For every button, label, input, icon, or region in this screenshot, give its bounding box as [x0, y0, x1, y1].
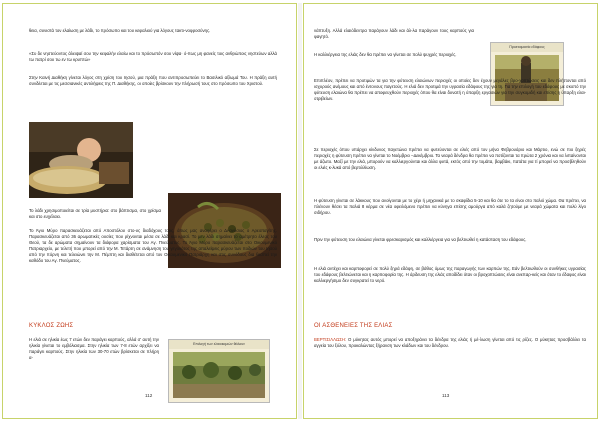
left-page-number: 112 [145, 393, 153, 398]
right-paragraph-7: Η ελιά αντέχει και καρποφορεί σε πολύ ξηρά εδάφη, σε βάθος όμως της παραγωγής των καρπών της. Εάν βελτιωθούν οι συνθήκες υγρασίας του εδάφους βελτιώνεται και η καρποφορία της. Η άρδευση της ελιάς αποδίδει όταν οι βροχοπτώσεις είναι ανεπαρ-κείς και όταν το έδαφος είναι καλλιεργήσιμο δεν συγκρατεί το νερό. [314, 266, 586, 284]
left-paragraph-4: Το λάδι χρησιμοποιείται σε τρία μυστήρια: στο βάπτισμα, στο χρίσμα και στο ευχέλαιο. [29, 208, 161, 220]
olive-grove-photo-caption: Επιλογή των ελαιοκομιών θάλουν [169, 340, 269, 349]
left-paragraph-scripture: «Συ δε νηστεύοντος άλειψαί σου την κεφαλήν ελαίω και το πρόσωπόν σου νίψα· ό-πως μη φανείς τοις ανθρώποις νηστεύων αλλά τω πατρί σου τω εν τω κρυπτώ» [29, 51, 277, 63]
book-spine [298, 3, 302, 419]
right-page-number: 113 [442, 393, 450, 398]
right-paragraph-2: Η καλλιέργεια της ελιάς δεν θα πρέπει να γίνεται σε πολύ ψυχρές περιοχές. [314, 52, 457, 57]
soil-preparation-caption: Προετοιμασία εδάφους [491, 43, 563, 52]
left-paragraph-3: Στην Καινή Διαθήκη γίνεται λόγος στη χρίση του Ιησού, μια πράξη που αντιπροσωπεύει το Βασιλικό αξίωμά Του. Η πράξη αυτή συνδέεται με τις μεσσιανικές αντιλήψεις της Π. Διαθήκης, οι οποίες βρίσκουν την πλήρωσή τους στο πρόσωπο του Χριστού. [29, 75, 277, 87]
right-page [303, 3, 598, 419]
section-heading-life-cycle: ΚΥΚΛΟΣ ΖΩΗΣ [29, 323, 74, 329]
olive-grove-photo [168, 339, 270, 403]
section-heading-olive-diseases: ΟΙ ΑΣΘΕΝΕΙΕΣ ΤΗΣ ΕΛΙΑΣ [314, 323, 393, 329]
right-paragraph-8 [314, 337, 586, 349]
disease-description: Ο μύκητας αυτός μπορεί να αποξηράνει τα δένδρα της ελιάς ή μέ-λωση γίνεται από τις ρίζες. Ο μύκητας προσβάλλει τα αγγεία του ξύλου, προκαλώντας ξήρανση των κλάδων και του δένδρου. [314, 337, 587, 349]
right-paragraph-4: Σε περιοχές όπου υπάρχει κίνδυνος παγετώνα πρέπει να φυτεύονται σε ελιές από τον μήνα Φεβρουάριο και Μάρτιο, ενώ σε πιο ξηρές περιοχές η φύτευση πρέπει να γίνεται το Νοέμβριο –Δεκέμβριο. Τα νεαρά δένδρα θα πρέπει να ποτίζονται τα πρώτα 2 χρόνια και να λιπαίνονται με άζωτο. Μαζί με την ελιά, μπορούν να καλλιεργούνται και άλλα φυτά, εκτός από την τομάτα, βαμβάκι, πατάτα για τί μπορεί να προσβληθούν οι ελιές κ-λυκά από βερτιλλίωση. [314, 147, 586, 171]
left-paragraph-6: Η ελιά σε ηλικία έως 7 ετών δεν παράγει καρπούς, αλλά σ' αυτή την ηλικία γίνεται το εμβόλιασμα. Στην ηλικία των 7-8 ετών αρχίζει να παράγει καρπούς. Στην ηλικία των 30-70 ετών βρίσκεται σε πλήρη α- [29, 337, 159, 361]
right-paragraph-5: Η φύτευση γίνεται σε λάκκους που ανοίγονται με το χέρι ή μηχανικά με το σκαφίδια 5-10 και θα ότε το τα είναι στο παλιό χώμα. Θα πρέπει, να πλένουν θέσει τα παλιά 8 κέρμα σε νέα οφειλόμενο πρέπει να κύνηγα επίσης αμούργα από καλά ζητούμε με νεαρά χώματα και πολύ λίγο σιδήρου. [314, 198, 586, 216]
left-page [2, 3, 297, 419]
right-paragraph-6: Πριν την φύτευση του ελαιώνα γίνεται φρεσκαρισμός και καλλιέργεια για να βελτιωθεί η κατάσταση του εδάφους. [314, 237, 527, 242]
left-paragraph-1: θεια, συνιστά τον ελαίωση με λάδι, το πρόσωπο και του κεφαλιού για λόγους τακτι-νοφροσύνης. [29, 28, 211, 33]
right-paragraph-3: Επιπλέον, πρέπει να προτιμών τα για την φύτευση ελαιώνων περιοχές οι οποίες δεν έχουν μεγάλες βρο-χοπτώσεις και δεν πλήττονται από ισχυρούς ανέμους και από έντονους παγετούς. Η ελιά δεν προτιμά την υγρασία εδάφους της για τη. Για την επιλογή του εδάφους με σκοπό την φύτευση ελαιώνα θα πρέπει να αποφευχθούν περιοχές όπου θα είναι δυνατή η ύπαρξη εργασιών για την συγκομιδή και επίσης η ύπαρξη ελαι-οτριβείων. [314, 78, 586, 102]
right-paragraph-1: νάπτυξη. Αλλά ελαιόδεντρα παράγουν λάδι και άλ-λα παράγουν τους καρπούς για φαγητό. [314, 28, 474, 40]
baptism-photo [29, 122, 133, 198]
disease-name-label: ΒΕΡΤΙΣΙΛΛΩΣΗ: [314, 337, 347, 342]
left-paragraph-5: Το Άγιο Μύρο παρασκευάζεται από Αποστόλου στο-υς διαδόχους τους, όπως μας αναφέρει ο Δι-ονύσιος ο Αρεοπαγίτης. Παρασκευάζεται από 36 αρωματικές ουσίες που ρίχνονται μέσα σε λάδι και κρασί. Το μεν λάδι σημαίνει το αμέτρητο έλεος του Θεού, τα δε αρώματα σημαίνουν τα διάφορα χαρίσματα του Αγ. Πνεύματος. Το Άγιο Μύρο παρασκευάζεται στο Οικουμενικό Πατριαρχείο, με τελετή που μπορεί από την Μ. Τετάρτη σε ανάμνηση του γεγονότος της απαλείψεις μύρου των ποδιών του Ιησού από την πόρνη και τελειώνει την Μ. Πέμπτη και διαθέτεται από τον Οικουμενικό Πατριάρχη και στις συνόδους δια θεσπεί την καθόδο του Αγ. Πνεύματος. [29, 228, 277, 264]
